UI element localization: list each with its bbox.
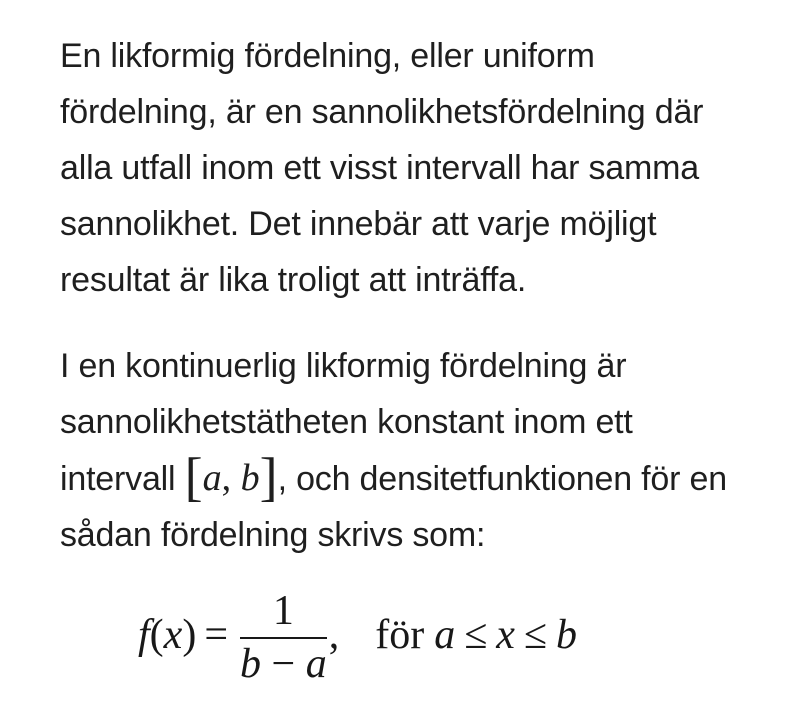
- math-var-b: b: [240, 641, 262, 688]
- density-function-formula: [138, 589, 770, 709]
- math-var-x: x: [496, 612, 515, 658]
- text-line-with-inline-math: [60, 447, 770, 507]
- open-bracket: [: [184, 447, 203, 507]
- equals-sign: =: [204, 612, 229, 658]
- text-line: sannolikhet. Det innebär att varje möjligt: [60, 205, 657, 243]
- paragraph-continuous-uniform: [60, 338, 770, 563]
- fraction-denominator: [240, 639, 327, 687]
- text-line: resultat är lika troligt att inträffa.: [60, 261, 527, 299]
- text-line: fördelning, är en sannolikhetsfördelning där: [60, 93, 704, 131]
- comma: ,: [328, 612, 340, 658]
- math-var-a: a: [434, 612, 456, 658]
- math-var-b: b: [240, 457, 260, 499]
- minus-sign: −: [261, 641, 306, 688]
- text-segment: , och densitetfunktionen för en: [277, 460, 727, 498]
- fraction: [240, 589, 327, 688]
- math-separator: ,: [221, 457, 241, 499]
- fraction-numerator: 1: [240, 589, 327, 639]
- math-func-f: f: [138, 612, 150, 658]
- right-paren: ): [182, 612, 197, 658]
- text-line: I en kontinuerlig likformig fördelning är: [60, 347, 627, 385]
- close-bracket: ]: [259, 447, 278, 507]
- interval-inline-math: [184, 447, 278, 507]
- math-var-a: a: [202, 457, 222, 499]
- left-paren: (: [149, 612, 164, 658]
- condition-text: för: [375, 612, 425, 658]
- leq-sign: ≤: [523, 612, 547, 658]
- text-line: sannolikhetstätheten konstant inom ett: [60, 403, 633, 441]
- math-var-b: b: [555, 612, 577, 658]
- text-line: En likformig fördelning, eller uniform: [60, 37, 595, 75]
- leq-sign: ≤: [464, 612, 488, 658]
- math-var-a: a: [305, 641, 327, 688]
- paragraph-uniform-intro: [60, 28, 770, 308]
- text-line: alla utfall inom ett visst intervall har samma: [60, 149, 699, 187]
- text-segment: intervall: [60, 460, 185, 498]
- text-line: sådan fördelning skrivs som:: [60, 516, 486, 554]
- math-var-x: x: [163, 612, 183, 658]
